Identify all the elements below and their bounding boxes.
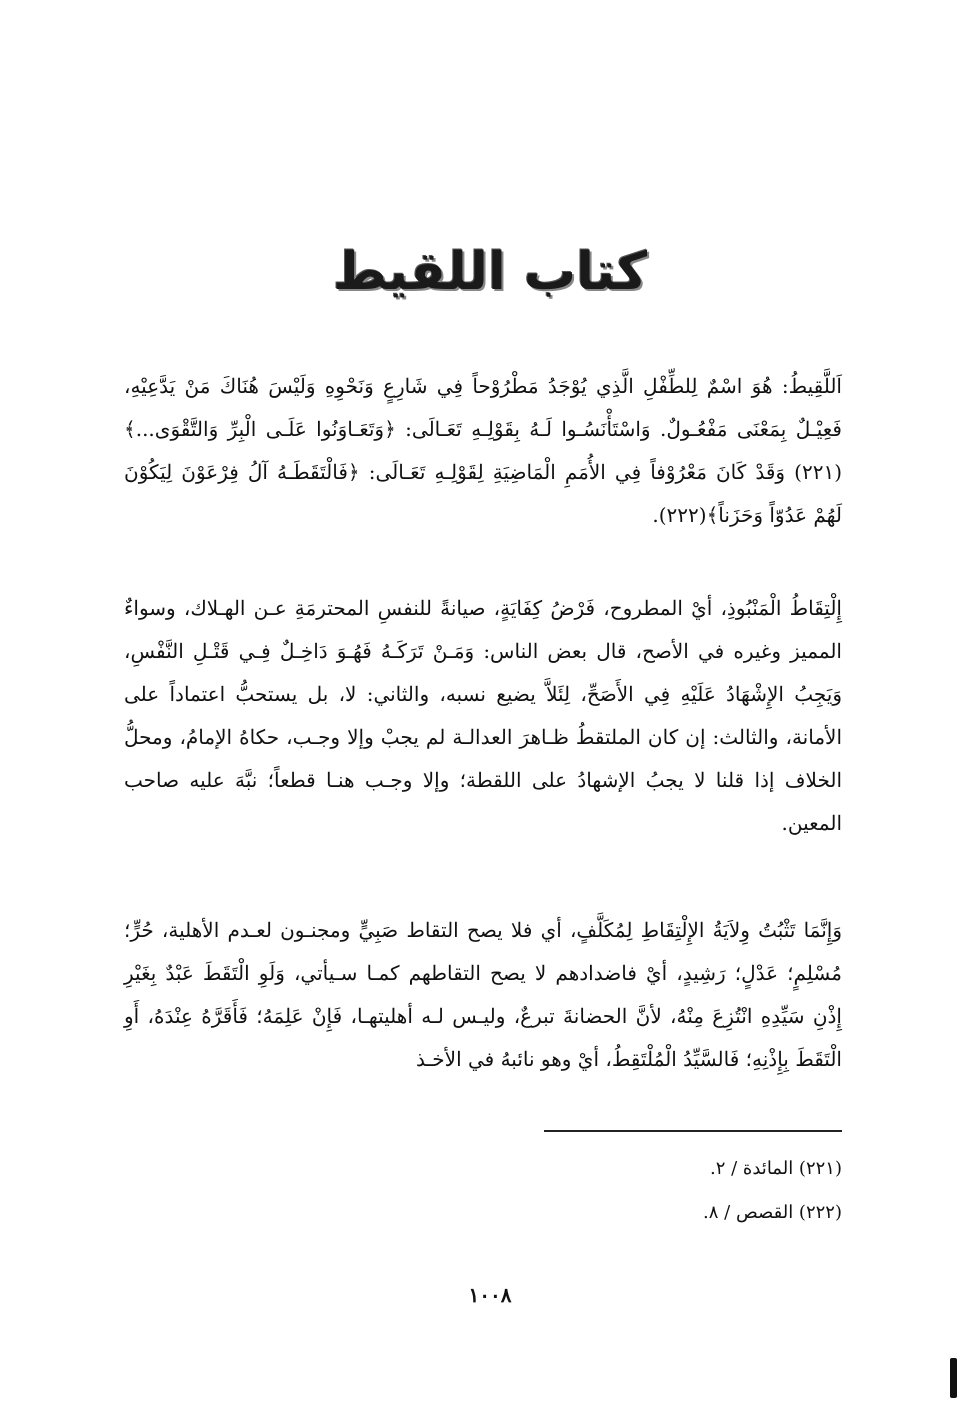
scan-edge-mark <box>950 1358 957 1398</box>
paragraph-iltiqat-ruling: إِلْتِقَاطُ الْمَنْبُوذِ، أيْ المطروح، فَرْضُ كِفَايَةٍ، صيانةً للنفسِ المحترمَةِ عـن الهـلاك، وسواءٌ المميز وغيره في الأصح، قال بعض الناس: وَمَـنْ تَرَكَـهُ فَهُـوَ دَاخِـلٌ فِـي قَتْـلِ النَّفْسِ، وَيَجِبُ الإِشْهَادُ عَلَيْهِ فِي الأَصَحِّ، لِئَلاَّ يضيع نسبه، والثاني: لا، بل يستحبُّ اعتماداً على الأمانة، والثالث: إن كان الملتقطُ ظـاهرَ العدالـة لم يجبْ وإلا وجـب، حكاهُ الإمامُ، ومحلُّ الخلاف إذا قلنا لا يجبُ الإشهادُ على اللقطة؛ وإلا وجـب هنـا قطعاً؛ نبَّهَ عليه صاحب المعين. <box>124 596 842 835</box>
footnote-221: (٢٢١) المائدة / ٢. <box>710 1158 842 1179</box>
footnote-divider <box>544 1130 842 1132</box>
paragraph-laqit-definition: اَللَّقِيطُ: هُوَ اسْمٌ لِلطِّفْلِ الَّذِي يُوْجَدُ مَطْرُوْحاً فِي شَارِعٍ وَنَحْوِهِ وَلَيْسَ هُنَاكَ مَنْ يَدَّعِيْهِ، فَعِيْـلٌ بِمَعْنَى مَفْعُـولٌ. وَاسْتَأْنَسُـوا لَـهُ بِقَوْلِـهِ تَعَـالَى: ﴿وَتَعَـاوَنُوا عَلَـى الْبِرِّ وَالتَّقْوَى...﴾(٢٢١) وَقَدْ كَانَ مَعْرُوْفاً فِي الأُمَمِ الْمَاضِيَةِ لِقَوْلِـهِ تَعَـالَى: ﴿فَالْتَقَطَـهُ آلُ فِرْعَوْنَ لِيَكُوْنَ لَهُمْ عَدُوّاً وَحَزَناً﴾(٢٢٢). <box>124 374 842 527</box>
chapter-title: كتاب اللقيط <box>332 242 648 302</box>
footnote-222: (٢٢٢) القصص / ٨. <box>703 1202 842 1223</box>
paragraph-wilayat-iltiqat: وَإِنَّمَا تَثْبُتُ وِلاَيَةُ الإِلْتِقَاطِ لِمُكَلَّفٍ، أي فلا يصح التقاط صَبِيٍّ ومجنـون لعـدم الأهلية، حُرٍّ؛ مُسْلِمٍ؛ عَدْلٍ؛ رَشِيدٍ، أيْ فاضدادهم لا يصح التقاطهم كمـا سـيأتي، وَلَوِ الْتَقَطَ عَبْدٌ بِغَيْرِ إِذْنِ سَيِّدِهِ انْتُزِعَ مِنْهُ، لأنَّ الحضانةَ تبرعٌ، وليـس لـه أهليتهـا، فَإِنْ عَلِمَهُ؛ فَأَقَرَّهُ عِنْدَهُ، أَوِ الْتَقَطَ بِإِذْنِهِ؛ فَالسَّيِّدُ الْمُلْتَقِطُ، أيْ وهو نائبهُ في الأخـذ <box>124 918 843 1071</box>
page-number: ١٠٠٨ <box>468 1283 512 1307</box>
